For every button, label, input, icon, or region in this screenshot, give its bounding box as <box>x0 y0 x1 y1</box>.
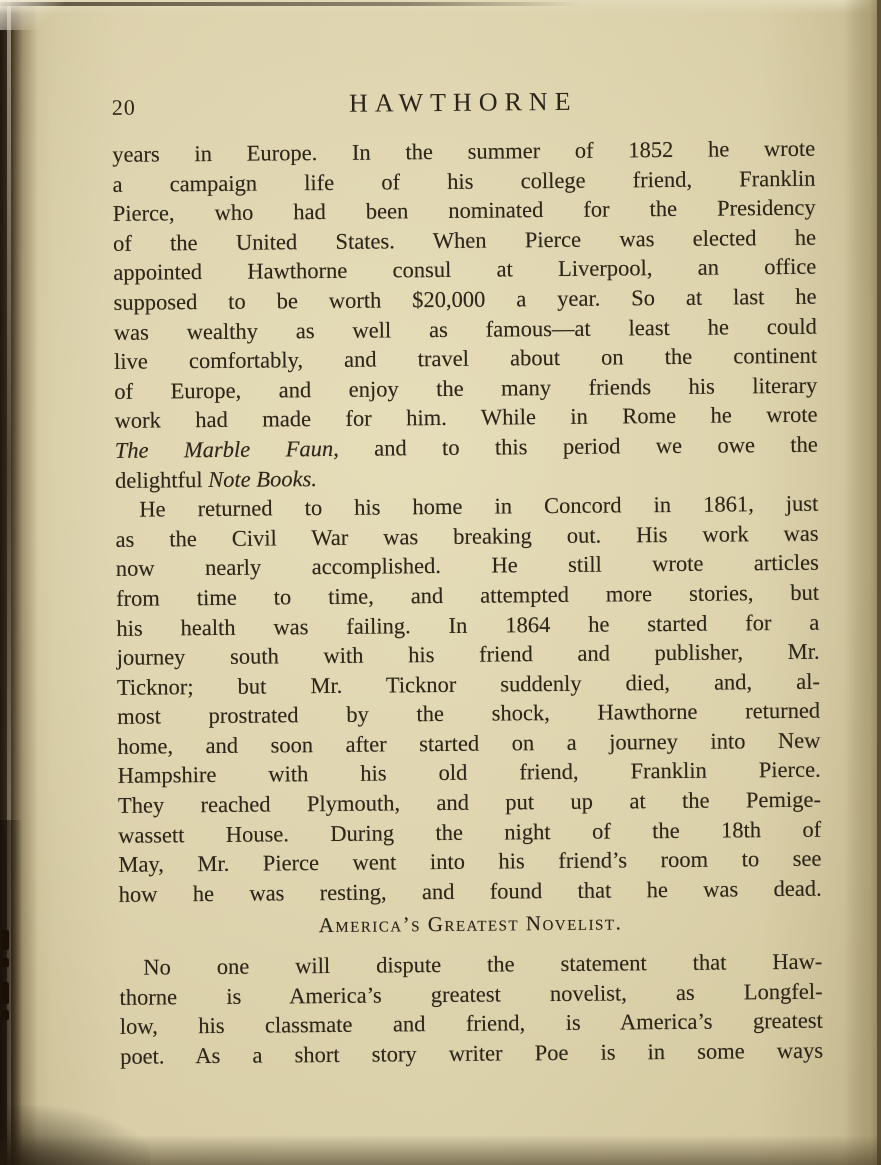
text-line: now nearly accomplished. He still wrote articles <box>115 550 819 582</box>
section-heading: America’s Greatest Novelist. <box>318 910 623 938</box>
text-line: poet. As a short story writer Poe is in some ways <box>120 1037 824 1069</box>
text-line: journey south with his friend and publisher, Mr. <box>116 638 820 670</box>
text-line: from time to time, and attempted more stories, but <box>116 579 820 611</box>
page-text <box>112 134 823 1072</box>
text-line: No one will dispute the statement that Haw- <box>143 948 823 980</box>
text-line: wassett House. During the night of the 18th of <box>118 816 822 848</box>
text-line: as the Civil War was breaking out. His work was <box>115 520 819 552</box>
text-line: supposed to be worth $20,000 a year. So at last he <box>113 283 817 315</box>
text-line: years in Europe. In the summer of 1852 he wrote <box>112 135 816 167</box>
paragraph-greatest-novelist <box>119 947 823 1072</box>
book-title-italic: Note Books. <box>208 465 318 492</box>
text-line: was wealthy as well as famous—at least he could <box>113 313 817 345</box>
text-line: of the United States. When Pierce was elected he <box>112 224 817 256</box>
paragraph-concord <box>115 489 822 909</box>
text-segment: delightful <box>114 466 203 493</box>
text-line: of Europe, and enjoy the many friends his literary <box>114 372 818 404</box>
text-line: how he was resting, and found that he was dead. <box>118 875 822 907</box>
text-line: They reached Plymouth, and put up at the Pemige- <box>117 786 822 818</box>
text-line-marble-faun <box>115 430 818 466</box>
text-line: most prostrated by the shock, Hawthorne returned <box>117 697 821 730</box>
page-number: 20 <box>111 94 136 120</box>
running-head: HAWTHORNE <box>348 86 578 118</box>
book-title-italic: The Marble Faun, <box>114 435 339 463</box>
text-line: low, his classmate and friend, is America’s greatest <box>119 1007 823 1040</box>
text-line: Ticknor; but Mr. Ticknor suddenly died, and, al- <box>116 668 820 700</box>
text-line: work had made for him. While in Rome he wrote <box>114 402 818 434</box>
text-segment: and to this period we owe the <box>374 431 818 461</box>
text-line: home, and soon after started on a journey into New <box>117 727 821 759</box>
text-line: Pierce, who had been nominated for the Presidency <box>112 194 816 227</box>
text-line: his health was failing. In 1864 he started for a <box>116 609 820 641</box>
text-line: Hampshire with his old friend, Franklin Pierce. <box>117 757 821 789</box>
text-line: thorne is America’s greatest novelist, as Longfel- <box>119 978 823 1010</box>
paragraph-europe <box>112 134 818 495</box>
text-line: appointed Hawthorne consul at Liverpool, an office <box>113 254 817 286</box>
page-header <box>112 85 815 125</box>
text-line: a campaign life of his college friend, Franklin <box>112 165 816 197</box>
text-line: He returned to his home in Concord in 1861, just <box>139 490 819 522</box>
text-line: May, Mr. Pierce went into his friend’s room to see <box>118 845 822 878</box>
text-line: live comfortably, and travel about on the continent <box>113 342 818 374</box>
